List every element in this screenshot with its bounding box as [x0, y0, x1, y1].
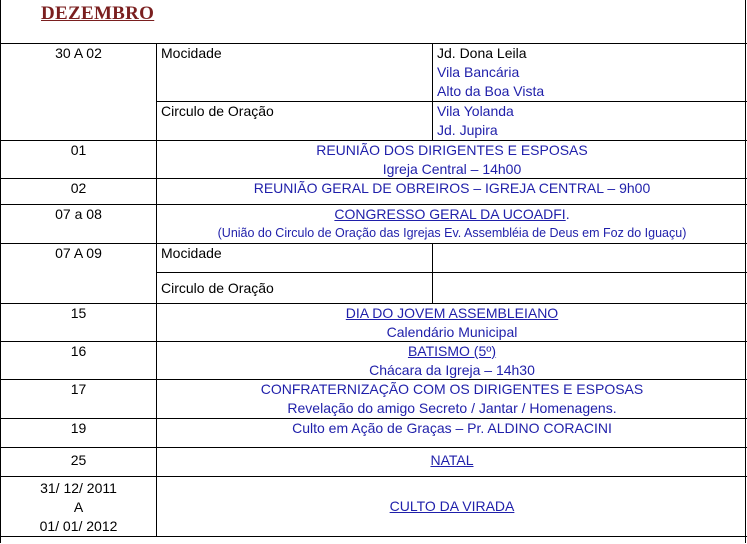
group-cell: Mocidade — [157, 44, 433, 102]
places-cell — [433, 273, 747, 304]
event-title-suffix: . — [565, 206, 570, 222]
date-cell: 07 A 09 — [1, 244, 157, 304]
place-item: Jd. Jupira — [437, 122, 498, 138]
event-title-link[interactable]: NATAL — [430, 452, 474, 468]
table-row — [1, 141, 747, 179]
event-detail: Calendário Municipal — [386, 324, 518, 340]
place-item: Alto da Boa Vista — [437, 83, 545, 99]
table-row — [1, 477, 747, 537]
event-title: Culto em Ação de Graças – Pr. ALDINO CORACINI — [292, 420, 612, 436]
date-cell: 30 A 02 — [1, 44, 157, 141]
group-cell: Circulo de Oração — [157, 273, 433, 304]
event-cell — [157, 477, 747, 537]
month-title: DEZEMBRO — [41, 3, 155, 24]
event-cell — [157, 205, 747, 244]
event-detail: (União do Circulo de Oração das Igrejas Ev. Assembléia de Deus em Foz do Iguaçu) — [217, 226, 687, 240]
event-cell — [157, 179, 747, 205]
table-row — [1, 44, 747, 102]
event-title-link[interactable]: DIA DO JOVEM ASSEMBLEIANO — [345, 305, 559, 321]
places-cell — [433, 244, 747, 273]
date-cell — [1, 477, 157, 537]
event-cell — [157, 342, 747, 380]
event-cell — [157, 448, 747, 477]
event-title-link[interactable]: CONGRESSO GERAL DA UCOADFI — [334, 206, 566, 222]
places-cell — [433, 44, 747, 102]
event-title-link[interactable]: BATISMO (5º) — [407, 343, 497, 359]
event-title: REUNIÃO DOS DIRIGENTES E ESPOSAS — [316, 142, 588, 158]
table-row — [1, 205, 747, 244]
event-cell — [157, 304, 747, 342]
table-row — [1, 448, 747, 477]
event-title-link[interactable]: CULTO DA VIRADA — [389, 498, 515, 514]
event-cell — [157, 419, 747, 448]
event-cell — [157, 141, 747, 179]
date-cell: 07 a 08 — [1, 205, 157, 244]
table-row — [1, 244, 747, 273]
table-row — [1, 179, 747, 205]
event-detail: Chácara da Igreja – 14h30 — [369, 362, 535, 378]
date-cell: 01 — [1, 141, 157, 179]
date-cell: 16 — [1, 342, 157, 380]
place-item: Vila Yolanda — [437, 103, 514, 119]
group-cell: Mocidade — [157, 244, 433, 273]
table-row — [1, 380, 747, 419]
event-title: CONFRATERNIZAÇÃO COM OS DIRIGENTES E ESPOSAS — [260, 381, 644, 397]
date-line: 31/ 12/ 2011 — [40, 480, 117, 496]
date-cell: 17 — [1, 380, 157, 419]
schedule-table — [0, 43, 747, 537]
event-cell — [157, 380, 747, 419]
event-title: REUNIÃO GERAL DE OBREIROS – IGREJA CENTRAL – 9h00 — [253, 180, 651, 196]
date-cell: 02 — [1, 179, 157, 205]
group-cell: Circulo de Oração — [157, 102, 433, 141]
date-cell: 15 — [1, 304, 157, 342]
date-line: 01/ 01/ 2012 — [39, 518, 118, 534]
date-cell: 19 — [1, 419, 157, 448]
place-item: Vila Bancária — [437, 64, 520, 80]
places-cell — [433, 102, 747, 141]
place-item: Jd. Dona Leila — [437, 45, 527, 61]
table-row — [1, 304, 747, 342]
date-line: A — [73, 499, 84, 515]
event-detail: Igreja Central – 14h00 — [382, 161, 522, 177]
date-cell: 25 — [1, 448, 157, 477]
table-row — [1, 342, 747, 380]
table-row — [1, 419, 747, 448]
event-detail: Revelação do amigo Secreto / Jantar / Homenagens. — [287, 400, 617, 416]
